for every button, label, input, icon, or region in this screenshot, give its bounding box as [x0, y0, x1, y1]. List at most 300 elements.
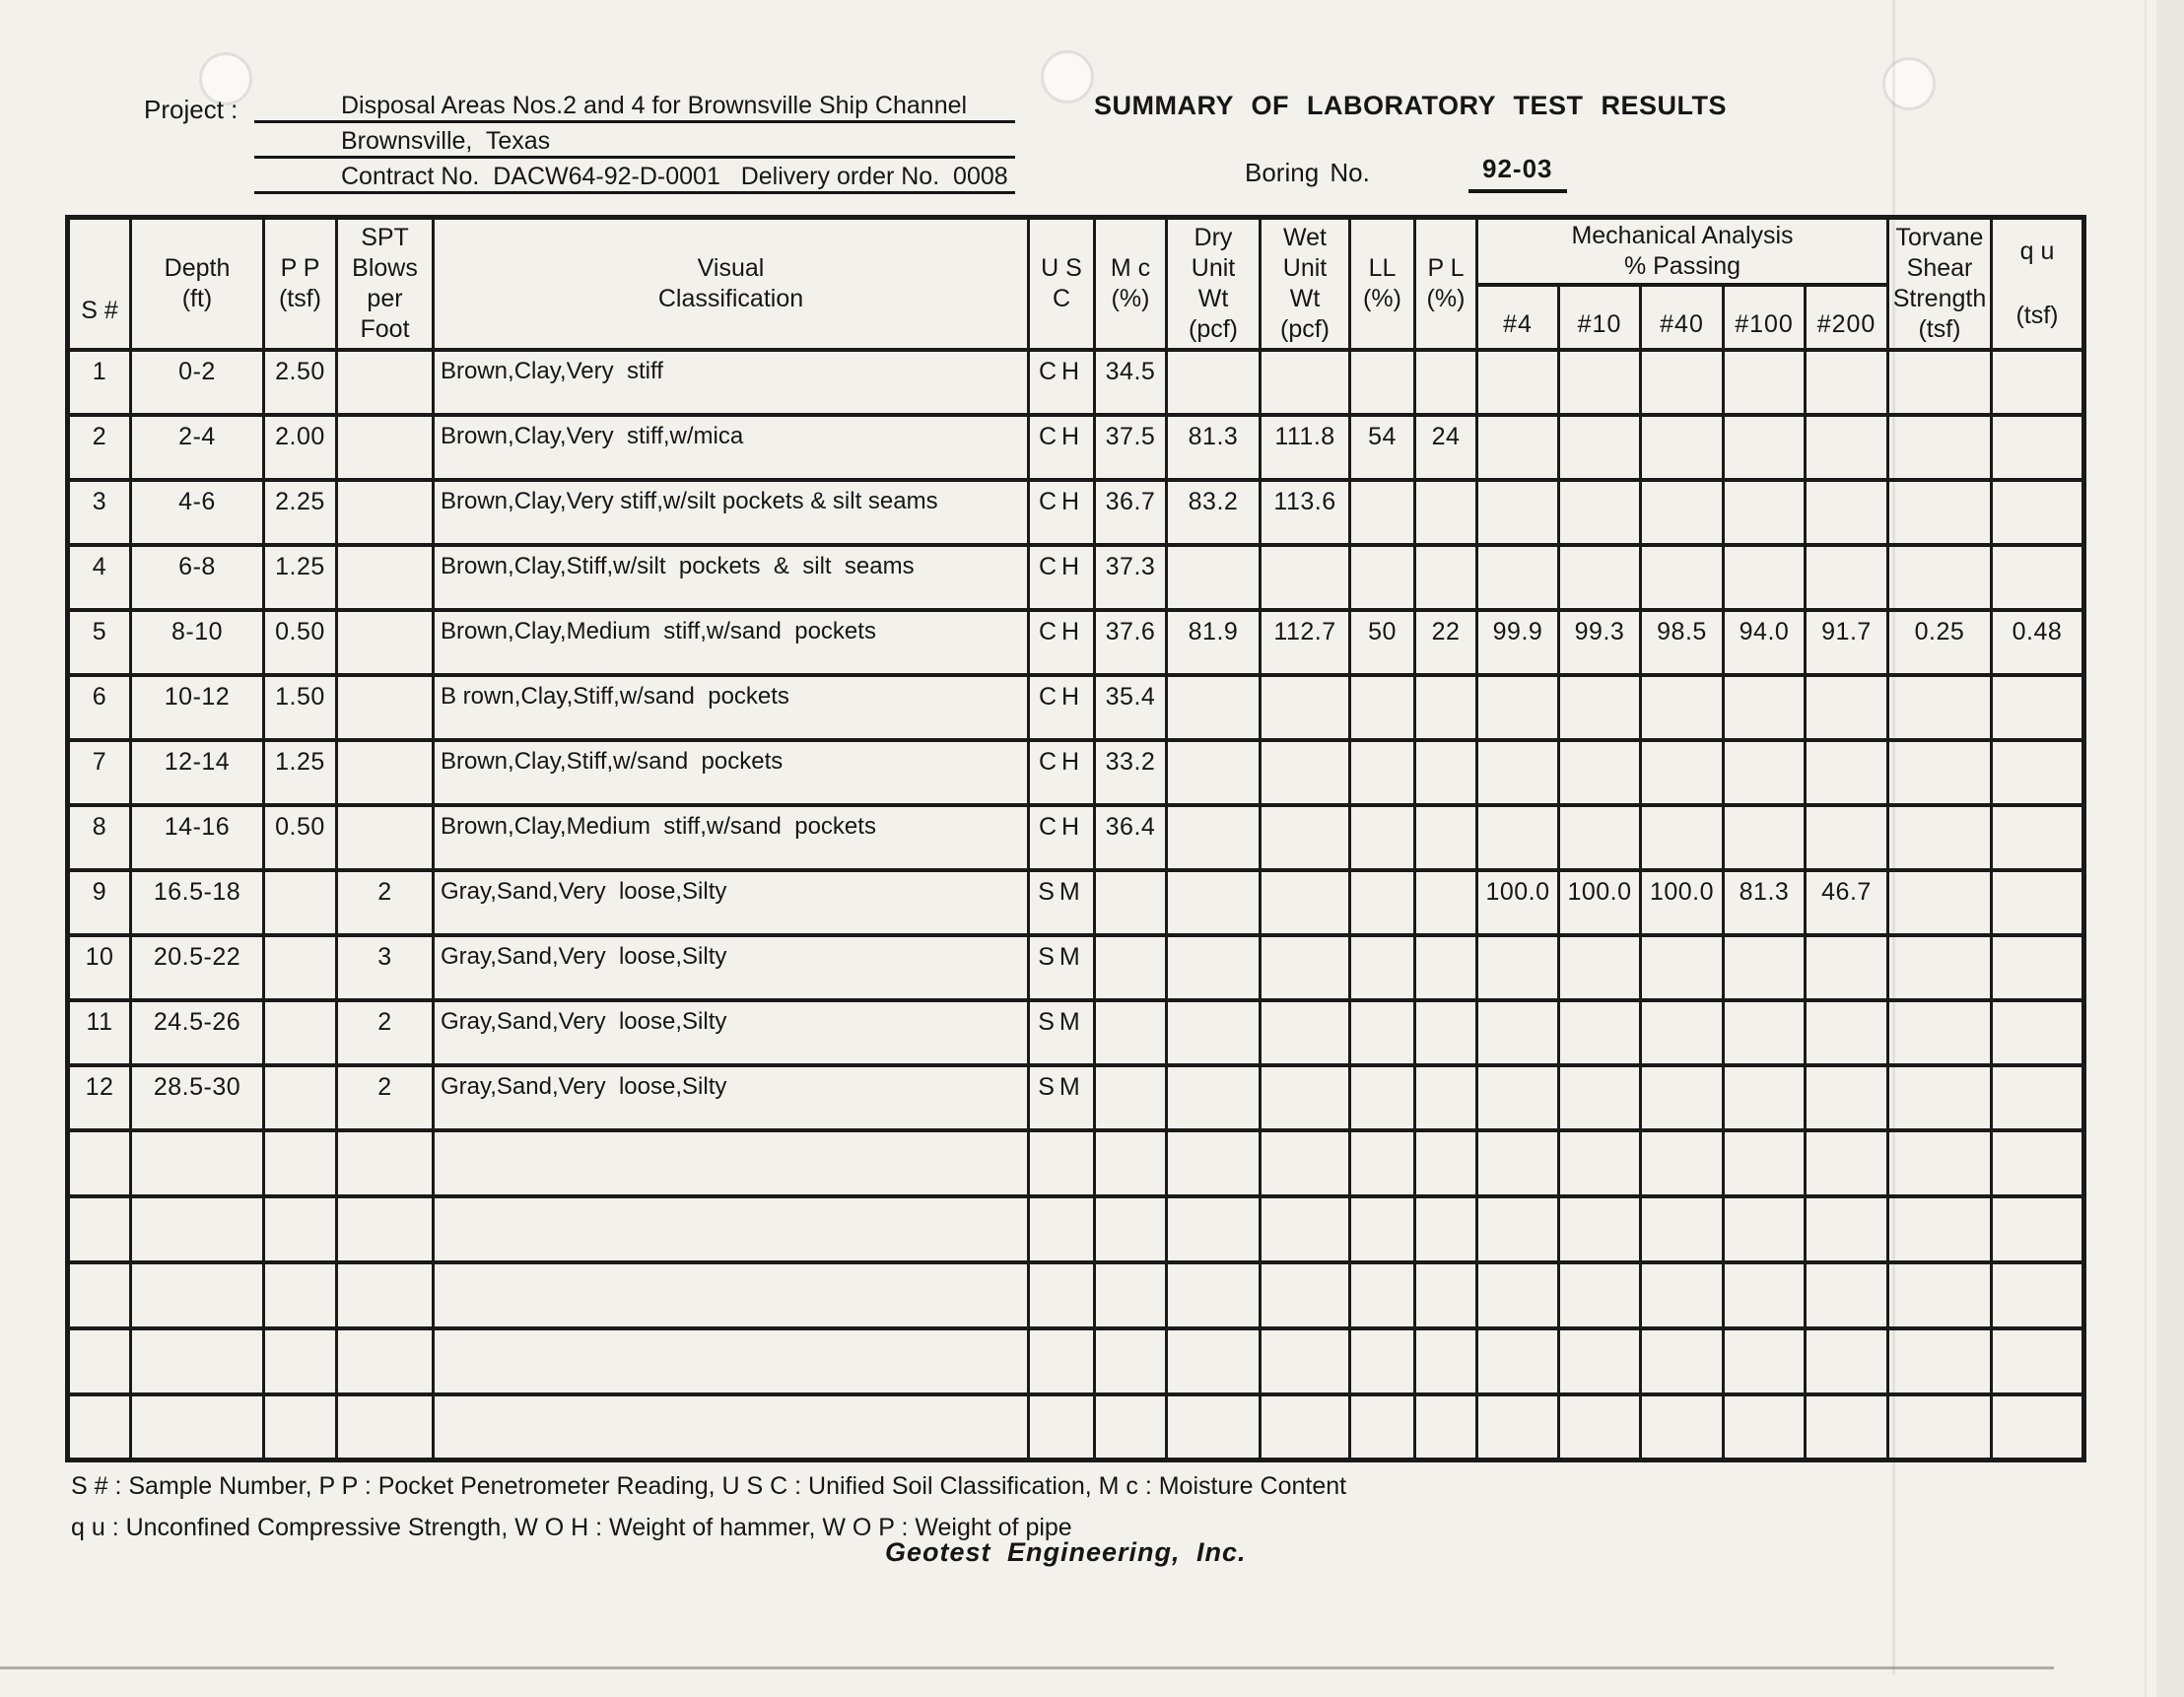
cell-moisture-content: 37.3: [1095, 545, 1167, 610]
cell-pp: [264, 1394, 337, 1460]
cell-pp: [264, 1065, 337, 1130]
cell-sample-number: 9: [68, 870, 131, 935]
cell-passing-100: [1724, 545, 1806, 610]
table-row: [68, 1130, 2084, 1196]
cell-passing-10: [1559, 675, 1641, 740]
cell-dry-unit-wt: 83.2: [1167, 480, 1261, 545]
cell-passing-200: [1806, 1262, 1888, 1328]
cell-passing-4: [1477, 1394, 1559, 1460]
table-row: [68, 480, 2084, 545]
cell-passing-100: [1724, 1130, 1806, 1196]
cell-passing-10: [1559, 1196, 1641, 1262]
cell-dry-unit-wt: [1167, 1262, 1261, 1328]
cell-qu: [1992, 805, 2084, 870]
cell-passing-100: [1724, 1065, 1806, 1130]
cell-passing-200: [1806, 1130, 1888, 1196]
cell-dry-unit-wt: [1167, 805, 1261, 870]
cell-passing-4: [1477, 1065, 1559, 1130]
cell-passing-10: [1559, 1130, 1641, 1196]
cell-torvane-shear: [1888, 1196, 1992, 1262]
cell-pl: [1415, 675, 1477, 740]
col-header-pp: P P (tsf): [264, 218, 337, 350]
cell-passing-40: [1641, 935, 1724, 1000]
cell-sample-number: 10: [68, 935, 131, 1000]
cell-spt-blows: [337, 1328, 434, 1394]
cell-moisture-content: 36.7: [1095, 480, 1167, 545]
cell-depth: 10-12: [131, 675, 264, 740]
cell-pl: [1415, 545, 1477, 610]
cell-torvane-shear: [1888, 675, 1992, 740]
cell-usc: [1029, 1394, 1095, 1460]
cell-pl: [1415, 1328, 1477, 1394]
table-row: [68, 675, 2084, 740]
cell-passing-40: 98.5: [1641, 610, 1724, 675]
cell-passing-10: [1559, 1065, 1641, 1130]
cell-pp: [264, 935, 337, 1000]
cell-torvane-shear: [1888, 1394, 1992, 1460]
cell-sample-number: [68, 1262, 131, 1328]
cell-passing-10: 99.3: [1559, 610, 1641, 675]
cell-spt-blows: [337, 1394, 434, 1460]
cell-depth: [131, 1130, 264, 1196]
cell-dry-unit-wt: [1167, 1065, 1261, 1130]
cell-sample-number: [68, 1328, 131, 1394]
cell-moisture-content: [1095, 1196, 1167, 1262]
cell-pp: 2.25: [264, 480, 337, 545]
col-header-sample-number: S #: [68, 218, 131, 350]
cell-qu: [1992, 545, 2084, 610]
cell-visual-classification: [434, 1328, 1029, 1394]
cell-passing-4: [1477, 935, 1559, 1000]
cell-ll: [1350, 1065, 1415, 1130]
cell-depth: [131, 1394, 264, 1460]
cell-passing-40: [1641, 1000, 1724, 1065]
cell-passing-100: [1724, 1394, 1806, 1460]
cell-passing-40: [1641, 1196, 1724, 1262]
cell-torvane-shear: [1888, 1000, 1992, 1065]
cell-usc: SM: [1029, 1065, 1095, 1130]
cell-spt-blows: [337, 1196, 434, 1262]
cell-pp: 1.25: [264, 545, 337, 610]
col-header-sieve-200: #200: [1806, 285, 1888, 350]
cell-passing-200: [1806, 1065, 1888, 1130]
col-header-mc: M c (%): [1095, 218, 1167, 350]
cell-pp: [264, 1196, 337, 1262]
cell-qu: 0.48: [1992, 610, 2084, 675]
cell-visual-classification: [434, 1130, 1029, 1196]
cell-usc: CH: [1029, 675, 1095, 740]
col-header-wet-unit-wt: Wet Unit Wt (pcf): [1261, 218, 1350, 350]
cell-qu: [1992, 1262, 2084, 1328]
cell-ll: [1350, 805, 1415, 870]
cell-pp: 0.50: [264, 805, 337, 870]
cell-visual-classification: [434, 1394, 1029, 1460]
legend-note-2: q u : Unconfined Compressive Strength, W O H : Weight of hammer, W O P : Weight of pipe: [71, 1514, 1072, 1541]
cell-wet-unit-wt: [1261, 675, 1350, 740]
cell-passing-100: [1724, 480, 1806, 545]
cell-spt-blows: [337, 415, 434, 480]
cell-visual-classification: Brown,Clay,Stiff,w/silt pockets & silt seams: [434, 545, 1029, 610]
cell-ll: [1350, 740, 1415, 805]
cell-passing-40: [1641, 1130, 1724, 1196]
cell-ll: [1350, 545, 1415, 610]
cell-ll: [1350, 1130, 1415, 1196]
cell-pl: 24: [1415, 415, 1477, 480]
cell-passing-200: [1806, 675, 1888, 740]
table-row: [68, 870, 2084, 935]
cell-qu: [1992, 1065, 2084, 1130]
cell-sample-number: 7: [68, 740, 131, 805]
table-row: [68, 935, 2084, 1000]
cell-dry-unit-wt: [1167, 545, 1261, 610]
cell-torvane-shear: [1888, 1130, 1992, 1196]
cell-moisture-content: [1095, 870, 1167, 935]
cell-passing-100: 94.0: [1724, 610, 1806, 675]
project-line-2: Brownsville, Texas: [254, 126, 1015, 159]
cell-passing-100: [1724, 1000, 1806, 1065]
cell-passing-100: [1724, 1328, 1806, 1394]
page-edge-shade: [2156, 0, 2184, 1697]
cell-passing-40: [1641, 415, 1724, 480]
cell-usc: CH: [1029, 805, 1095, 870]
hole-punch-mark: [1041, 50, 1094, 103]
cell-dry-unit-wt: [1167, 1394, 1261, 1460]
cell-dry-unit-wt: [1167, 870, 1261, 935]
cell-torvane-shear: [1888, 870, 1992, 935]
project-label: Project :: [144, 95, 239, 124]
cell-wet-unit-wt: [1261, 1000, 1350, 1065]
cell-passing-200: [1806, 415, 1888, 480]
cell-depth: 4-6: [131, 480, 264, 545]
cell-passing-200: 46.7: [1806, 870, 1888, 935]
table-row: [68, 1196, 2084, 1262]
cell-moisture-content: [1095, 1065, 1167, 1130]
cell-depth: 8-10: [131, 610, 264, 675]
cell-wet-unit-wt: [1261, 1196, 1350, 1262]
cell-depth: 24.5-26: [131, 1000, 264, 1065]
cell-passing-10: [1559, 480, 1641, 545]
col-header-usc: U S C: [1029, 218, 1095, 350]
cell-qu: [1992, 1394, 2084, 1460]
cell-visual-classification: B rown,Clay,Stiff,w/sand pockets: [434, 675, 1029, 740]
cell-passing-200: [1806, 1328, 1888, 1394]
cell-torvane-shear: [1888, 1065, 1992, 1130]
cell-sample-number: 1: [68, 350, 131, 415]
table-row: [68, 610, 2084, 675]
cell-pp: 0.50: [264, 610, 337, 675]
cell-ll: [1350, 480, 1415, 545]
cell-pl: [1415, 480, 1477, 545]
cell-passing-200: [1806, 805, 1888, 870]
cell-depth: 12-14: [131, 740, 264, 805]
cell-torvane-shear: [1888, 415, 1992, 480]
cell-moisture-content: 33.2: [1095, 740, 1167, 805]
table-row: [68, 545, 2084, 610]
cell-usc: [1029, 1196, 1095, 1262]
cell-depth: [131, 1262, 264, 1328]
cell-passing-100: [1724, 740, 1806, 805]
cell-passing-100: [1724, 350, 1806, 415]
cell-passing-100: [1724, 1196, 1806, 1262]
cell-pp: [264, 870, 337, 935]
cell-pl: [1415, 350, 1477, 415]
cell-qu: [1992, 870, 2084, 935]
cell-wet-unit-wt: 113.6: [1261, 480, 1350, 545]
col-header-qu: q u (tsf): [1992, 218, 2084, 350]
cell-passing-4: [1477, 1328, 1559, 1394]
cell-spt-blows: 2: [337, 1065, 434, 1130]
cell-torvane-shear: [1888, 545, 1992, 610]
cell-passing-10: [1559, 740, 1641, 805]
page-title: SUMMARY OF LABORATORY TEST RESULTS: [1094, 91, 1728, 120]
cell-wet-unit-wt: 111.8: [1261, 415, 1350, 480]
cell-spt-blows: 2: [337, 1000, 434, 1065]
cell-dry-unit-wt: [1167, 1000, 1261, 1065]
cell-wet-unit-wt: [1261, 935, 1350, 1000]
cell-passing-40: [1641, 1262, 1724, 1328]
col-header-pl: P L (%): [1415, 218, 1477, 350]
cell-passing-10: [1559, 935, 1641, 1000]
results-table: [65, 215, 2086, 1462]
cell-ll: [1350, 1196, 1415, 1262]
col-header-torvane: Torvane Shear Strength (tsf): [1888, 218, 1992, 350]
cell-qu: [1992, 1000, 2084, 1065]
cell-moisture-content: [1095, 1000, 1167, 1065]
cell-sample-number: 3: [68, 480, 131, 545]
cell-usc: SM: [1029, 1000, 1095, 1065]
cell-passing-40: [1641, 805, 1724, 870]
cell-passing-200: [1806, 350, 1888, 415]
cell-passing-40: 100.0: [1641, 870, 1724, 935]
cell-ll: 50: [1350, 610, 1415, 675]
cell-pp: 2.50: [264, 350, 337, 415]
cell-dry-unit-wt: [1167, 740, 1261, 805]
cell-passing-10: [1559, 350, 1641, 415]
table-row: [68, 740, 2084, 805]
cell-moisture-content: 35.4: [1095, 675, 1167, 740]
cell-ll: [1350, 675, 1415, 740]
cell-usc: CH: [1029, 545, 1095, 610]
cell-visual-classification: Gray,Sand,Very loose,Silty: [434, 870, 1029, 935]
cell-passing-10: [1559, 415, 1641, 480]
cell-moisture-content: [1095, 1130, 1167, 1196]
cell-torvane-shear: [1888, 805, 1992, 870]
cell-pl: [1415, 1394, 1477, 1460]
cell-passing-10: [1559, 1394, 1641, 1460]
cell-ll: [1350, 1262, 1415, 1328]
cell-dry-unit-wt: [1167, 935, 1261, 1000]
cell-passing-10: [1559, 1000, 1641, 1065]
cell-qu: [1992, 935, 2084, 1000]
cell-passing-40: [1641, 675, 1724, 740]
cell-passing-4: [1477, 675, 1559, 740]
cell-passing-40: [1641, 1394, 1724, 1460]
cell-ll: 54: [1350, 415, 1415, 480]
cell-passing-10: 100.0: [1559, 870, 1641, 935]
cell-passing-100: 81.3: [1724, 870, 1806, 935]
table-row: [68, 1000, 2084, 1065]
cell-depth: 28.5-30: [131, 1065, 264, 1130]
cell-torvane-shear: [1888, 480, 1992, 545]
cell-visual-classification: Gray,Sand,Very loose,Silty: [434, 1065, 1029, 1130]
cell-passing-200: [1806, 740, 1888, 805]
cell-passing-4: [1477, 805, 1559, 870]
cell-passing-200: [1806, 480, 1888, 545]
cell-moisture-content: 37.5: [1095, 415, 1167, 480]
cell-passing-10: [1559, 1328, 1641, 1394]
cell-wet-unit-wt: [1261, 870, 1350, 935]
cell-moisture-content: [1095, 1262, 1167, 1328]
cell-torvane-shear: [1888, 740, 1992, 805]
table-row: [68, 1262, 2084, 1328]
hole-punch-mark: [1882, 57, 1936, 110]
col-header-sieve-10: #10: [1559, 285, 1641, 350]
cell-depth: 16.5-18: [131, 870, 264, 935]
table-row: [68, 1328, 2084, 1394]
cell-passing-40: [1641, 545, 1724, 610]
cell-depth: 14-16: [131, 805, 264, 870]
project-line-1: Disposal Areas Nos.2 and 4 for Brownsville Ship Channel: [254, 91, 1015, 123]
cell-spt-blows: [337, 1130, 434, 1196]
cell-passing-4: [1477, 1130, 1559, 1196]
cell-spt-blows: [337, 545, 434, 610]
cell-depth: 6-8: [131, 545, 264, 610]
cell-passing-4: [1477, 1196, 1559, 1262]
table-body: [68, 350, 2084, 1460]
cell-ll: [1350, 870, 1415, 935]
col-header-sieve-40: #40: [1641, 285, 1724, 350]
table-row: [68, 1394, 2084, 1460]
cell-pl: [1415, 1262, 1477, 1328]
cell-passing-4: [1477, 545, 1559, 610]
cell-ll: [1350, 1328, 1415, 1394]
cell-pl: [1415, 805, 1477, 870]
cell-visual-classification: [434, 1262, 1029, 1328]
cell-torvane-shear: [1888, 350, 1992, 415]
cell-qu: [1992, 1196, 2084, 1262]
cell-passing-40: [1641, 740, 1724, 805]
cell-wet-unit-wt: [1261, 740, 1350, 805]
cell-passing-200: 91.7: [1806, 610, 1888, 675]
cell-passing-40: [1641, 1065, 1724, 1130]
cell-usc: CH: [1029, 610, 1095, 675]
table-row: [68, 415, 2084, 480]
boring-no-label: Boring No.: [1245, 158, 1370, 187]
cell-pl: 22: [1415, 610, 1477, 675]
cell-wet-unit-wt: [1261, 1394, 1350, 1460]
cell-passing-4: [1477, 415, 1559, 480]
cell-torvane-shear: [1888, 1262, 1992, 1328]
cell-depth: 2-4: [131, 415, 264, 480]
cell-moisture-content: [1095, 935, 1167, 1000]
cell-qu: [1992, 675, 2084, 740]
table-row: [68, 805, 2084, 870]
cell-visual-classification: Gray,Sand,Very loose,Silty: [434, 1000, 1029, 1065]
cell-passing-100: [1724, 415, 1806, 480]
cell-passing-10: [1559, 805, 1641, 870]
cell-spt-blows: 3: [337, 935, 434, 1000]
cell-usc: CH: [1029, 740, 1095, 805]
cell-sample-number: [68, 1394, 131, 1460]
cell-pp: 2.00: [264, 415, 337, 480]
cell-visual-classification: Gray,Sand,Very loose,Silty: [434, 935, 1029, 1000]
cell-depth: [131, 1196, 264, 1262]
cell-wet-unit-wt: [1261, 1130, 1350, 1196]
cell-passing-4: [1477, 480, 1559, 545]
cell-dry-unit-wt: [1167, 350, 1261, 415]
cell-passing-200: [1806, 1196, 1888, 1262]
cell-usc: CH: [1029, 350, 1095, 415]
cell-dry-unit-wt: [1167, 675, 1261, 740]
cell-visual-classification: Brown,Clay,Medium stiff,w/sand pockets: [434, 610, 1029, 675]
col-header-depth: Depth (ft): [131, 218, 264, 350]
cell-passing-4: 99.9: [1477, 610, 1559, 675]
cell-wet-unit-wt: [1261, 1262, 1350, 1328]
cell-passing-100: [1724, 675, 1806, 740]
cell-pp: [264, 1130, 337, 1196]
col-header-sieve-4: #4: [1477, 285, 1559, 350]
cell-moisture-content: 36.4: [1095, 805, 1167, 870]
cell-ll: [1350, 350, 1415, 415]
cell-dry-unit-wt: 81.3: [1167, 415, 1261, 480]
page-bottom-edge: [0, 1666, 2054, 1669]
cell-dry-unit-wt: [1167, 1196, 1261, 1262]
col-header-spt: SPT Blows per Foot: [337, 218, 434, 350]
cell-passing-200: [1806, 1394, 1888, 1460]
col-header-mechanical-analysis: Mechanical Analysis % Passing: [1477, 218, 1888, 285]
cell-visual-classification: Brown,Clay,Medium stiff,w/sand pockets: [434, 805, 1029, 870]
cell-visual-classification: Brown,Clay,Very stiff,w/silt pockets & silt seams: [434, 480, 1029, 545]
cell-wet-unit-wt: [1261, 805, 1350, 870]
cell-passing-4: [1477, 1262, 1559, 1328]
cell-pp: 1.50: [264, 675, 337, 740]
cell-usc: CH: [1029, 415, 1095, 480]
cell-passing-10: [1559, 1262, 1641, 1328]
cell-visual-classification: Brown,Clay,Stiff,w/sand pockets: [434, 740, 1029, 805]
cell-torvane-shear: [1888, 1328, 1992, 1394]
cell-sample-number: 8: [68, 805, 131, 870]
cell-pl: [1415, 1065, 1477, 1130]
cell-visual-classification: Brown,Clay,Very stiff: [434, 350, 1029, 415]
cell-dry-unit-wt: [1167, 1328, 1261, 1394]
cell-pl: [1415, 1000, 1477, 1065]
cell-visual-classification: Brown,Clay,Very stiff,w/mica: [434, 415, 1029, 480]
cell-spt-blows: [337, 350, 434, 415]
cell-sample-number: 4: [68, 545, 131, 610]
cell-moisture-content: [1095, 1394, 1167, 1460]
cell-qu: [1992, 1328, 2084, 1394]
cell-pl: [1415, 870, 1477, 935]
cell-depth: 20.5-22: [131, 935, 264, 1000]
cell-spt-blows: [337, 610, 434, 675]
cell-torvane-shear: 0.25: [1888, 610, 1992, 675]
col-header-visual-classification: Visual Classification: [434, 218, 1029, 350]
cell-passing-40: [1641, 1328, 1724, 1394]
cell-torvane-shear: [1888, 935, 1992, 1000]
cell-passing-4: [1477, 740, 1559, 805]
project-info: [254, 91, 1015, 194]
cell-wet-unit-wt: [1261, 545, 1350, 610]
cell-passing-200: [1806, 545, 1888, 610]
cell-passing-100: [1724, 1262, 1806, 1328]
cell-pl: [1415, 1130, 1477, 1196]
cell-passing-100: [1724, 935, 1806, 1000]
cell-spt-blows: [337, 740, 434, 805]
cell-usc: SM: [1029, 870, 1095, 935]
cell-spt-blows: [337, 805, 434, 870]
cell-usc: [1029, 1262, 1095, 1328]
cell-usc: CH: [1029, 480, 1095, 545]
